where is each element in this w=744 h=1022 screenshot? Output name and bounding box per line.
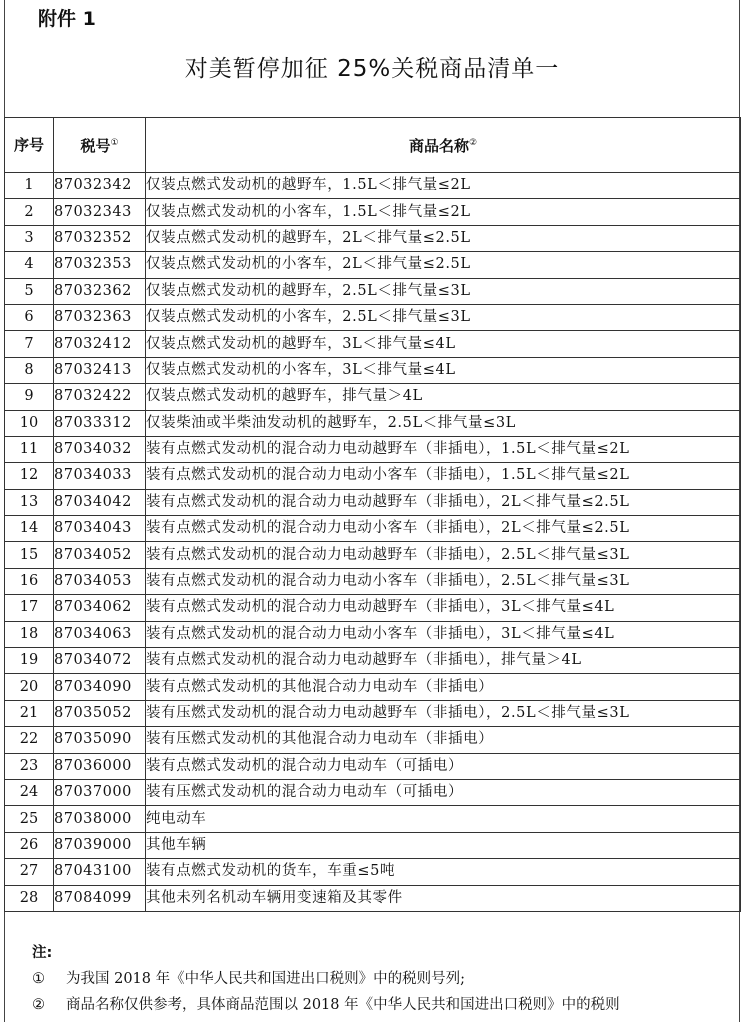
product-name: 仅装柴油或半柴油发动机的越野车，2.5L＜排气量≤3L — [146, 410, 741, 436]
tariff-code: 87032342 — [54, 173, 146, 199]
product-name: 仅装点燃式发动机的小客车，3L＜排气量≤4L — [146, 357, 741, 383]
product-name: 装有点燃式发动机的混合动力电动越野车（非插电），3L＜排气量≤4L — [146, 595, 741, 621]
tariff-code: 87038000 — [54, 806, 146, 832]
product-name: 仅装点燃式发动机的小客车，2L＜排气量≤2.5L — [146, 252, 741, 278]
notes-heading: 注: — [32, 945, 53, 961]
tariff-code: 87039000 — [54, 832, 146, 858]
table-row — [5, 463, 741, 489]
tariff-code: 87036000 — [54, 753, 146, 779]
product-name: 其他未列名机动车辆用变速箱及其零件 — [146, 885, 741, 911]
row-number: 4 — [5, 252, 54, 278]
table-row — [5, 674, 741, 700]
column-header-code: 税号① — [54, 118, 146, 173]
table-row — [5, 225, 741, 251]
row-number: 7 — [5, 331, 54, 357]
table-row — [5, 436, 741, 462]
product-name: 仅装点燃式发动机的越野车，1.5L＜排气量≤2L — [146, 173, 741, 199]
table-row — [5, 516, 741, 542]
table-row — [5, 384, 741, 410]
product-name: 装有点燃式发动机的混合动力电动小客车（非插电），1.5L＜排气量≤2L — [146, 463, 741, 489]
product-name: 仅装点燃式发动机的越野车，2.5L＜排气量≤3L — [146, 278, 741, 304]
product-name: 其他车辆 — [146, 832, 741, 858]
table-row — [5, 489, 741, 515]
tariff-code: 87034053 — [54, 568, 146, 594]
table-row — [5, 278, 741, 304]
row-number: 20 — [5, 674, 54, 700]
note-text: 为我国 2018 年《中华人民共和国进出口税则》中的税则号列; — [66, 971, 466, 987]
row-number: 17 — [5, 595, 54, 621]
product-name: 装有点燃式发动机的混合动力电动车（可插电） — [146, 753, 741, 779]
tariff-code: 87034062 — [54, 595, 146, 621]
tariff-code: 87032413 — [54, 357, 146, 383]
tariff-code: 87034033 — [54, 463, 146, 489]
product-name: 装有点燃式发动机的其他混合动力电动车（非插电） — [146, 674, 741, 700]
note-mark: ② — [32, 997, 45, 1013]
footnote-mark-2: ② — [468, 138, 478, 148]
row-number: 10 — [5, 410, 54, 436]
tariff-code: 87037000 — [54, 779, 146, 805]
tariff-code: 87032343 — [54, 199, 146, 225]
table-row — [5, 568, 741, 594]
note-item-1 — [32, 966, 732, 992]
product-name: 装有点燃式发动机的混合动力电动越野车（非插电），2L＜排气量≤2.5L — [146, 489, 741, 515]
row-number: 1 — [5, 173, 54, 199]
row-number: 6 — [5, 304, 54, 330]
product-name: 装有点燃式发动机的混合动力电动越野车（非插电），2.5L＜排气量≤3L — [146, 542, 741, 568]
product-name: 装有点燃式发动机的混合动力电动越野车（非插电），排气量＞4L — [146, 648, 741, 674]
table-header-row — [5, 118, 741, 173]
row-number: 19 — [5, 648, 54, 674]
product-name: 装有点燃式发动机的货车，车重≤5吨 — [146, 859, 741, 885]
table-row — [5, 859, 741, 885]
table-row — [5, 885, 741, 911]
product-name: 装有点燃式发动机的混合动力电动越野车（非插电），1.5L＜排气量≤2L — [146, 436, 741, 462]
tariff-code: 87032412 — [54, 331, 146, 357]
product-name: 装有点燃式发动机的混合动力电动小客车（非插电），2L＜排气量≤2.5L — [146, 516, 741, 542]
product-name: 仅装点燃式发动机的越野车，3L＜排气量≤4L — [146, 331, 741, 357]
tariff-code: 87034032 — [54, 436, 146, 462]
tariff-code: 87043100 — [54, 859, 146, 885]
row-number: 11 — [5, 436, 54, 462]
product-name: 仅装点燃式发动机的小客车，1.5L＜排气量≤2L — [146, 199, 741, 225]
tariff-code: 87035052 — [54, 700, 146, 726]
tariff-code: 87035090 — [54, 727, 146, 753]
row-number: 21 — [5, 700, 54, 726]
note-text: 商品名称仅供参考，具体商品范围以 2018 年《中华人民共和国进出口税则》中的税则 — [66, 997, 620, 1013]
tariff-code: 87032353 — [54, 252, 146, 278]
table-body — [5, 173, 741, 912]
row-number: 22 — [5, 727, 54, 753]
table-row — [5, 331, 741, 357]
row-number: 2 — [5, 199, 54, 225]
product-name: 仅装点燃式发动机的越野车，2L＜排气量≤2.5L — [146, 225, 741, 251]
product-name: 仅装点燃式发动机的小客车，2.5L＜排气量≤3L — [146, 304, 741, 330]
tariff-code: 87032363 — [54, 304, 146, 330]
product-name: 仅装点燃式发动机的越野车，排气量＞4L — [146, 384, 741, 410]
notes — [32, 940, 732, 1018]
table-row — [5, 753, 741, 779]
tariff-code: 87034090 — [54, 674, 146, 700]
tariff-code: 87034052 — [54, 542, 146, 568]
tariff-code: 87032352 — [54, 225, 146, 251]
table-row — [5, 779, 741, 805]
table-row — [5, 542, 741, 568]
tariff-code: 87034043 — [54, 516, 146, 542]
product-name: 装有压燃式发动机的其他混合动力电动车（非插电） — [146, 727, 741, 753]
row-number: 8 — [5, 357, 54, 383]
footnote-mark-1: ① — [110, 138, 119, 148]
attachment-label: 附件 1 — [38, 8, 96, 30]
table-row — [5, 727, 741, 753]
table-row — [5, 595, 741, 621]
column-header-no: 序号 — [5, 118, 54, 173]
row-number: 28 — [5, 885, 54, 911]
table-row — [5, 621, 741, 647]
note-item-2 — [32, 992, 732, 1018]
tariff-code: 87032422 — [54, 384, 146, 410]
tariff-code: 87084099 — [54, 885, 146, 911]
product-name: 装有点燃式发动机的混合动力电动小客车（非插电），3L＜排气量≤4L — [146, 621, 741, 647]
table-row — [5, 648, 741, 674]
table-row — [5, 832, 741, 858]
row-number: 13 — [5, 489, 54, 515]
table-row — [5, 199, 741, 225]
row-number: 5 — [5, 278, 54, 304]
tariff-code: 87034042 — [54, 489, 146, 515]
row-number: 27 — [5, 859, 54, 885]
column-header-name: 商品名称② — [146, 118, 741, 173]
row-number: 14 — [5, 516, 54, 542]
table-row — [5, 252, 741, 278]
row-number: 23 — [5, 753, 54, 779]
product-name: 纯电动车 — [146, 806, 741, 832]
tariff-code: 87033312 — [54, 410, 146, 436]
table-row — [5, 806, 741, 832]
row-number: 25 — [5, 806, 54, 832]
product-name: 装有压燃式发动机的混合动力电动越野车（非插电），2.5L＜排气量≤3L — [146, 700, 741, 726]
note-mark: ① — [32, 971, 45, 987]
row-number: 3 — [5, 225, 54, 251]
product-name: 装有压燃式发动机的混合动力电动车（可插电） — [146, 779, 741, 805]
row-number: 24 — [5, 779, 54, 805]
page-title: 对美暂停加征 25%关税商品清单一 — [184, 56, 560, 82]
product-name: 装有点燃式发动机的混合动力电动小客车（非插电），2.5L＜排气量≤3L — [146, 568, 741, 594]
table-row — [5, 410, 741, 436]
row-number: 15 — [5, 542, 54, 568]
table-row — [5, 357, 741, 383]
row-number: 16 — [5, 568, 54, 594]
row-number: 26 — [5, 832, 54, 858]
tariff-code: 87032362 — [54, 278, 146, 304]
goods-table — [4, 117, 741, 912]
tariff-code: 87034072 — [54, 648, 146, 674]
table-row — [5, 700, 741, 726]
row-number: 9 — [5, 384, 54, 410]
row-number: 12 — [5, 463, 54, 489]
tariff-code: 87034063 — [54, 621, 146, 647]
table-row — [5, 173, 741, 199]
row-number: 18 — [5, 621, 54, 647]
table-row — [5, 304, 741, 330]
